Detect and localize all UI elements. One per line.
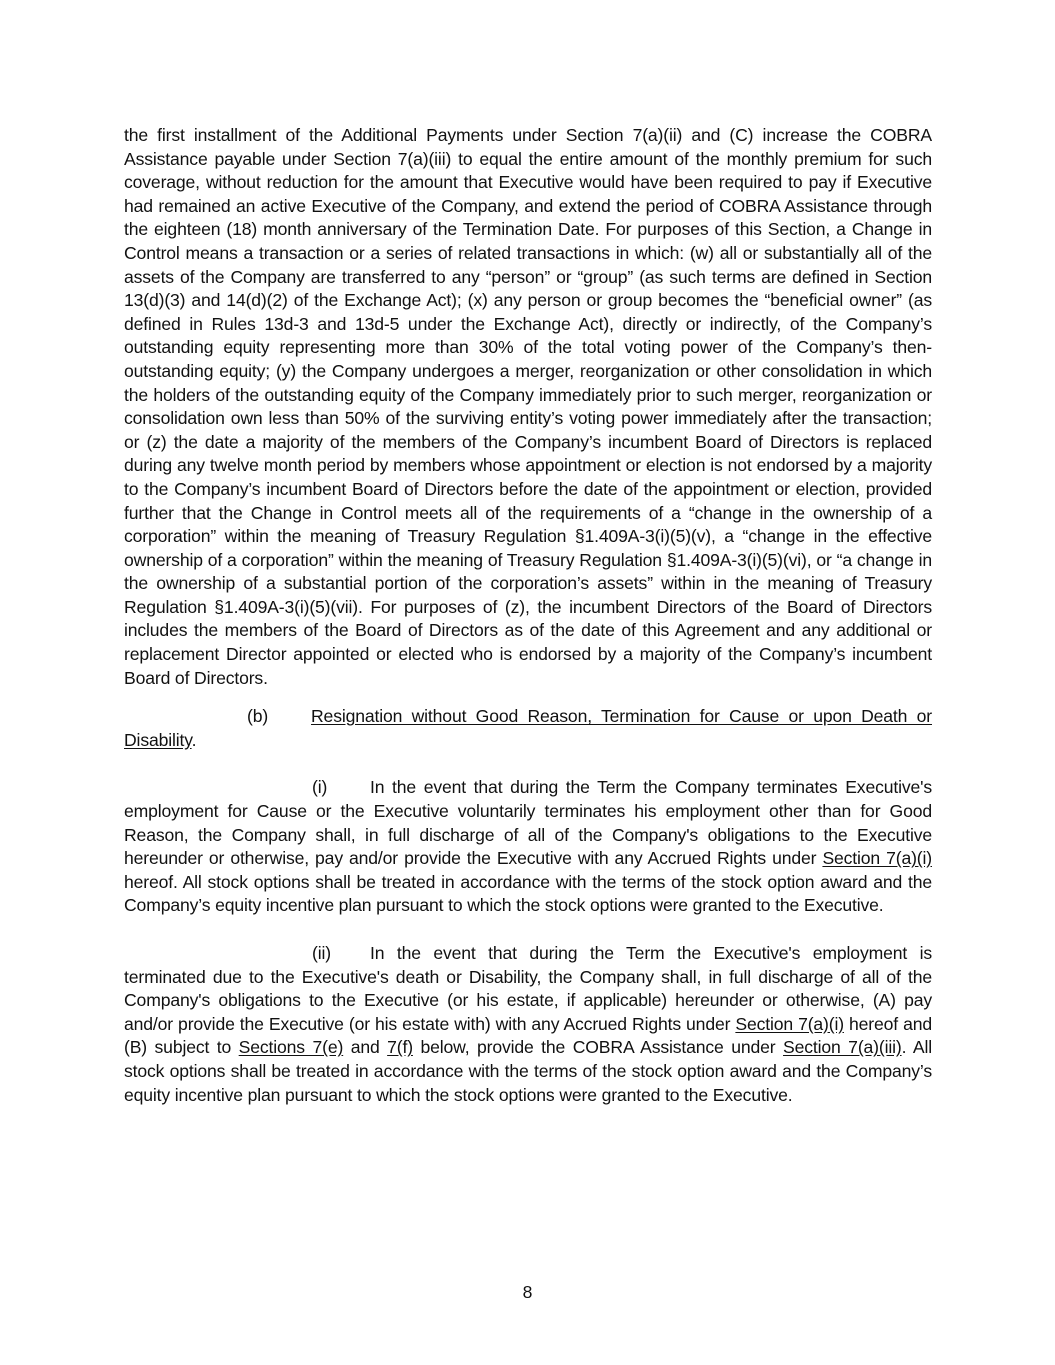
subsection-i: [124, 776, 932, 918]
section-b-heading-line-1: [124, 705, 932, 729]
subsection-i-text-2: hereof. All stock options shall be treated in accordance with the terms of the stock option award and the Company’s equity incentive plan pursuant to which the stock options were granted to the Executive.: [124, 871, 932, 916]
subsection-ii-label: (ii): [312, 943, 331, 963]
subsection-ii-text-4: below, provide the COBRA Assistance under: [412, 1037, 784, 1058]
subsection-i-text-1: In the event that during the Term the Company terminates Executive's employment for Cause or the Executive voluntarily terminates his employment other than for Good Reason, the Company shall, in full discharge of all of the Company's obligations to the Executive hereunder or otherwise, pay and/or provide the Executive with any Accrued Rights under: [124, 777, 932, 869]
subsection-ii-ref-sections-7e: Sections 7(e): [238, 1037, 344, 1058]
subsection-ii-text-3: and: [343, 1037, 388, 1058]
section-b-label: (b): [247, 706, 269, 727]
page-number: 8: [522, 1282, 533, 1302]
subsection-ii: [124, 942, 932, 1107]
section-b-title-underlined-1: Resignation without Good Reason, Termination for Cause or upon Death or: [311, 706, 932, 727]
subsection-ii-ref-section-7ai: Section 7(a)(i): [735, 1013, 844, 1034]
section-b-heading: [124, 705, 932, 752]
subsection-ii-ref-section-7aiii: Section 7(a)(iii): [783, 1037, 902, 1058]
section-b-heading-line-2: [124, 729, 932, 753]
subsection-ii-text-1: In the event that during the Term the Executive's employment is terminated due to the Executive's death or Disability, the Company shall, in full discharge of all of the Company's obligations to the Executive (or his estate, if applicable) hereunder or otherwise, (A) pay and/or provide the Executive (or his estate with) with any Accrued Rights under: [124, 943, 932, 1034]
section-b-title-period: .: [191, 729, 197, 750]
section-b-title-line-1: [124, 705, 932, 729]
paragraph-change-in-control: the first installment of the Additional Payments under Section 7(a)(ii) and (C) increase the COBRA Assistance payable under Section 7(a)(iii) to equal the entire amount of the monthly premium for such coverage, without reduction for the amount that Executive would have been required to pay if Executive had remained an active Executive of the Company, and extend the period of COBRA Assistance through the eighteen (18) month anniversary of the Termination Date. For purposes of this Section, a Change in Control means a transaction or a series of related transactions in which: (w) all or substantially all of the assets of the Company are transferred to any “person” or “group” (as such terms are defined in Section 13(d)(3) and 14(d)(2) of the Exchange Act); (x) any person or group becomes the “beneficial owner” (as defined in Rules 13d-3 and 13d-5 under the Exchange Act), directly or indirectly, of the Company’s outstanding equity representing more than 30% of the total voting power of the Company’s then-outstanding equity; (y) the Company undergoes a merger, reorganization or other consolidation in which the holders of the outstanding equity of the Company immediately prior to such merger, reorganization or consolidation own less than 50% of the surviving entity’s voting power immediately after the transaction; or (z) the date a majority of the members of the Company’s incumbent Board of Directors is replaced during any twelve month period by members whose appointment or election is not endorsed by a majority to the Company’s incumbent Board of Directors before the date of the appointment or election, provided further that the Change in Control meets all of the requirements of a “change in the ownership of a corporation” within the meaning of Treasury Regulation §1.409A-3(i)(5)(v), a “change in the effective ownership of a corporation” within the meaning of Treasury Regulation §1.409A-3(i)(5)(vi), or “a change in the ownership of a substantial portion of the corporation’s assets” within in the meaning of Treasury Regulation §1.409A-3(i)(5)(vii). For purposes of (z), the incumbent Directors of the Board of Directors includes the members of the Board of Directors as of the date of this Agreement and any additional or replacement Director appointed or elected who is endorsed by a majority of the Company’s incumbent Board of Directors.: [124, 125, 932, 688]
document-body: [124, 124, 932, 1107]
subsection-i-ref-section-7ai: Section 7(a)(i): [822, 848, 932, 869]
subsection-ii-ref-7f: 7(f): [387, 1037, 413, 1058]
section-b-title-underlined-2: Disability: [124, 729, 192, 750]
subsection-ii-text-5: . All stock options shall be treated in accordance with the terms of the stock option award and the Company’s equity incentive plan pursuant to which the stock options were granted to the Executive.: [124, 1037, 932, 1105]
subsection-ii-text-2: hereof and (B) subject to: [124, 1013, 932, 1058]
subsection-i-label: (i): [312, 777, 328, 798]
